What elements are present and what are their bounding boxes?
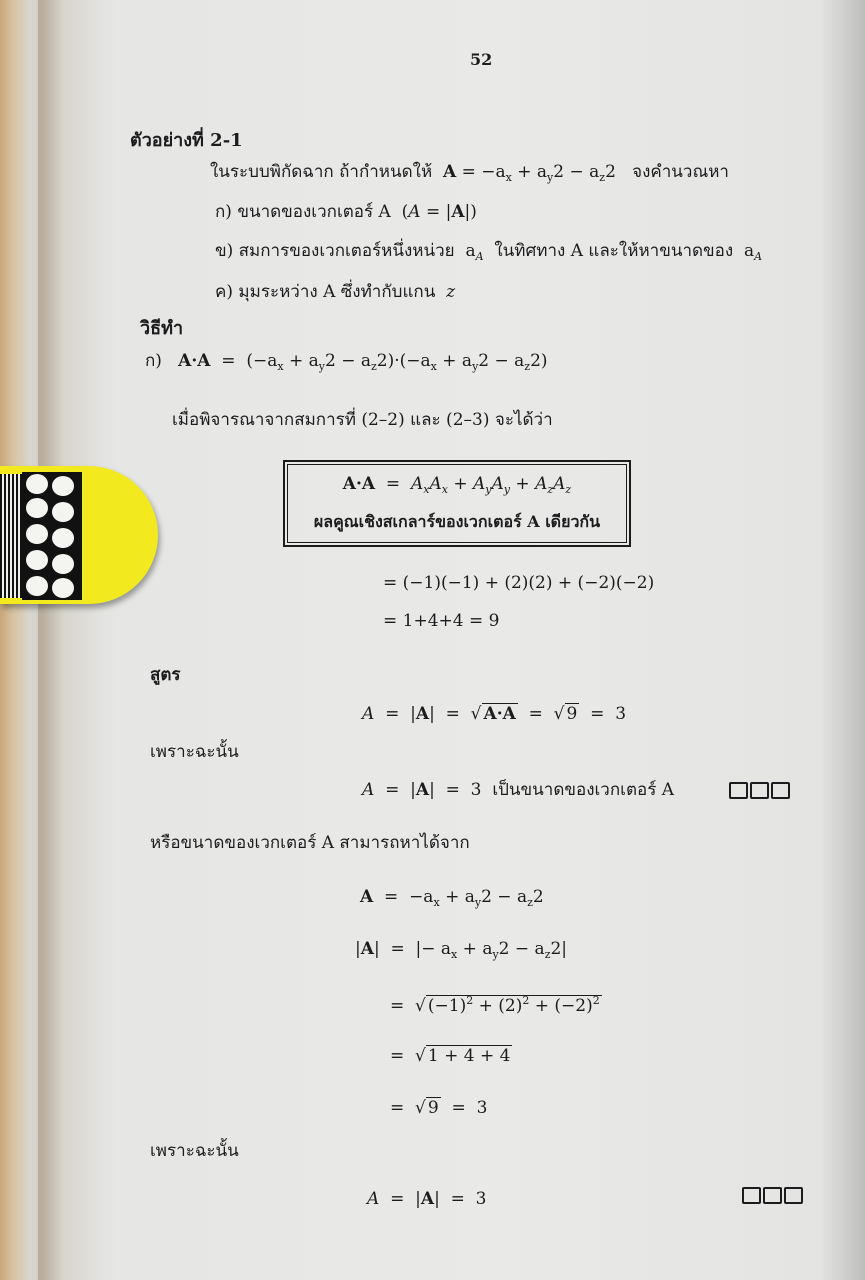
binder-clip	[0, 466, 158, 604]
solution-line-a: ก) $A\cdot A = (-a_x + a_y2 - a_z2)\cdot(-a_x + a_y2 - a_z2)$	[145, 351, 548, 373]
vector-magnitude-sqrt: = √ $(-1)^2 + (2)^2 + (-2)^2$	[390, 994, 600, 1016]
result-value-2: 3	[470, 780, 482, 800]
solution-heading: วิธีทำ	[140, 318, 184, 339]
item-c	[215, 281, 455, 303]
item-c-text: ค) มุมระหว่าง A ซึ่งทำกับแกน	[215, 282, 436, 302]
sqrt-value-2: 9	[427, 1098, 439, 1118]
item-b: ข) สมการของเวกเตอร์หนึ่งหน่วย $a_A$ ในทิศทาง A และให้หาขนาดของ $a_A$	[215, 241, 763, 263]
expansion-line: = (−1)(−1) + (2)(2) + (−2)(−2)	[383, 573, 655, 593]
item-b-text: ข) สมการของเวกเตอร์หนึ่งหน่วย	[215, 241, 455, 261]
formula-label: สูตร	[150, 665, 181, 685]
example-heading: ตัวอย่างที่ 2-1	[130, 130, 243, 151]
qed-marks-1	[729, 782, 790, 799]
item-c-variable: z	[446, 282, 456, 302]
vector-definition: $A = -a_x + a_y2 - a_z2$	[360, 887, 544, 909]
solution-label-a: ก)	[145, 351, 162, 371]
clip-dots	[22, 472, 82, 600]
intro-text: ในระบบพิกัดฉาก ถ้ากำหนดให้	[210, 162, 433, 182]
magnitude-statement: A = |A| = 3 เป็นขนาดของเวกเตอร์ A	[362, 780, 675, 800]
sum-line: = 1+4+4 = 9	[383, 611, 500, 631]
page-fold-shadow	[38, 0, 102, 1280]
magnitude-formula: A = |A| = √ A·A = √ 9 = 3	[362, 704, 627, 724]
item-a: ก) ขนาดของเวกเตอร์ A (A = |A|)	[215, 202, 477, 222]
qed-marks-2	[742, 1187, 803, 1204]
page-number: 52	[470, 50, 493, 69]
final-result: A = |A| = 3	[367, 1189, 487, 1209]
vector-magnitude-sum: = √ 1 + 4 + 4	[390, 1046, 511, 1066]
dot-product-box	[283, 460, 631, 547]
consider-text: เมื่อพิจารณาจากสมการที่ (2–2) และ (2–3) จะได้ว่า	[172, 410, 553, 430]
vector-magnitude-abs: |A| = |− $a_x + a_y2 - a_z2|$	[355, 939, 568, 961]
result-value-3: 3	[476, 1098, 488, 1118]
example-intro: ในระบบพิกัดฉาก ถ้ากำหนดให้ $A = -a_x + a_y2 - a_z2$ จงคำนวณหา	[210, 162, 729, 184]
box-caption: ผลคูณเชิงสเกลาร์ของเวกเตอร์ A เดียวกัน	[313, 512, 601, 531]
clip-stripes	[0, 474, 22, 598]
therefore-2: เพราะฉะนั้น	[150, 1141, 239, 1161]
result-value-1: 3	[615, 704, 627, 724]
dot-product-formula: $A\cdot A = A_xA_x + A_yA_y + A_zA_z$	[342, 474, 572, 496]
sqrt-value: 9	[566, 704, 578, 724]
intro-end-text: จงคำนวณหา	[632, 162, 729, 182]
result-value-4: 3	[475, 1189, 487, 1209]
therefore-1: เพราะฉะนั้น	[150, 742, 239, 762]
alternative-text: หรือขนาดของเวกเตอร์ A สามารถหาได้จาก	[150, 833, 470, 853]
magnitude-text: เป็นขนาดของเวกเตอร์ A	[492, 780, 675, 800]
vector-magnitude-result: = √ 9 = 3	[390, 1098, 488, 1118]
item-b-mid-text: ในทิศทาง A และให้หาขนาดของ	[494, 241, 734, 261]
item-a-text: ก) ขนาดของเวกเตอร์ A	[215, 202, 391, 222]
